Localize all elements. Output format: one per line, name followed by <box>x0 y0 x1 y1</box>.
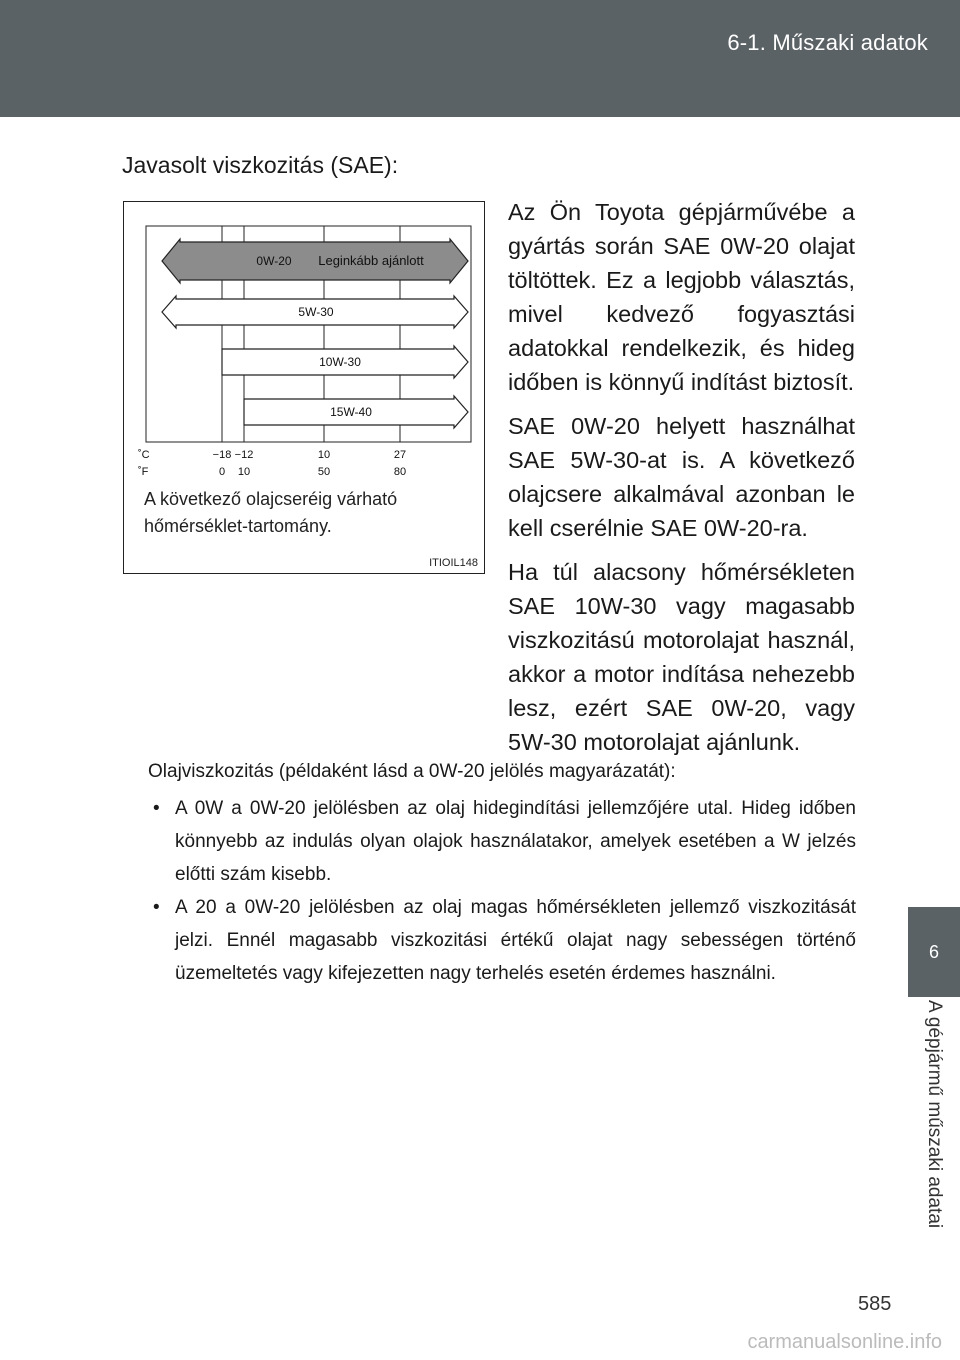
list-item <box>148 792 856 891</box>
page-number: 585 <box>858 1293 892 1315</box>
figure-code: ITIOIL148 <box>429 557 478 569</box>
right-column-text <box>508 195 855 769</box>
fahrenheit-unit-label: ˚F <box>138 466 149 478</box>
page-header <box>0 0 960 117</box>
viscosity-notes <box>148 755 856 990</box>
watermark: carmanualsonline.info <box>747 1331 942 1353</box>
oil-grade-label: 0W-20 <box>256 254 292 268</box>
list-item <box>148 891 856 990</box>
fahrenheit-tick-label: 0 <box>218 466 226 478</box>
chapter-number-tab: 6 <box>908 907 960 997</box>
section-title: Javasolt viszkozitás (SAE): <box>122 152 399 178</box>
list-item-text: A 20 a 0W-20 jelölésben az olaj magas hőmérsékleten jellemző viszkozitását jelzi. Ennél magasabb viszkozitási értékű olajat nagy sebességen történő üzemeltetés vagy kifejezetten nagy terhelés esetén érdemes használni. <box>175 897 856 984</box>
figure-caption: A következő olajcseréig várható hőmérséklet-tartomány. <box>144 489 398 536</box>
oil-grade-label: 5W-30 <box>298 305 334 319</box>
chapter-title: 6-1. Műszaki adatok <box>727 30 928 55</box>
oil-grade-label: 10W-30 <box>319 355 361 369</box>
celsius-tick-label: 10 <box>317 449 331 461</box>
fahrenheit-tick-label: 80 <box>393 466 407 478</box>
bullet-mark: • <box>153 897 160 918</box>
viscosity-figure <box>123 201 485 574</box>
celsius-tick-label: −18 <box>212 449 232 461</box>
celsius-tick-label: −12 <box>234 449 254 461</box>
fahrenheit-tick-label: 10 <box>237 466 251 478</box>
paragraph: Ha túl alacsony hőmérsékleten SAE 10W-30 vagy magasabb viszkozitású motorolajat használ, akkor a motor indítása nehezebb lesz, ezért SAE 0W-20, vagy 5W-30 motorolajat ajánlunk. <box>508 559 855 755</box>
paragraph: Az Ön Toyota gépjárművébe a gyártás során SAE 0W-20 olajat töltöttek. Ez a legjobb választás, mivel kedvező fogyasztási adatokkal rendelkezik, és hideg időben is könnyű indítást biztosít. <box>508 199 855 395</box>
oil-recommendation-label: Leginkább ajánlott <box>318 253 424 268</box>
chapter-side-label: A gépjármű műszaki adatai <box>924 1000 945 1229</box>
celsius-unit-label: ˚C <box>138 449 150 461</box>
fahrenheit-tick-label: 50 <box>317 466 331 478</box>
paragraph: SAE 0W-20 helyett használhat SAE 5W-30-at is. A következő olajcsere alkalmával azonban le kell cserélnie SAE 0W-20-ra. <box>508 413 855 541</box>
celsius-tick-label: 27 <box>393 449 407 461</box>
list-item-text: A 0W a 0W-20 jelölésben az olaj hidegindítási jellemzőjére utal. Hideg időben könnyebb az indulás olyan olajok használatakor, amelyek esetében a W jelzés előtti szám kisebb. <box>175 798 856 885</box>
bullet-mark: • <box>153 798 160 819</box>
notes-intro: Olajviszkozitás (példaként lásd a 0W-20 jelölés magyarázatát): <box>148 761 676 782</box>
oil-grade-label: 15W-40 <box>330 405 372 419</box>
